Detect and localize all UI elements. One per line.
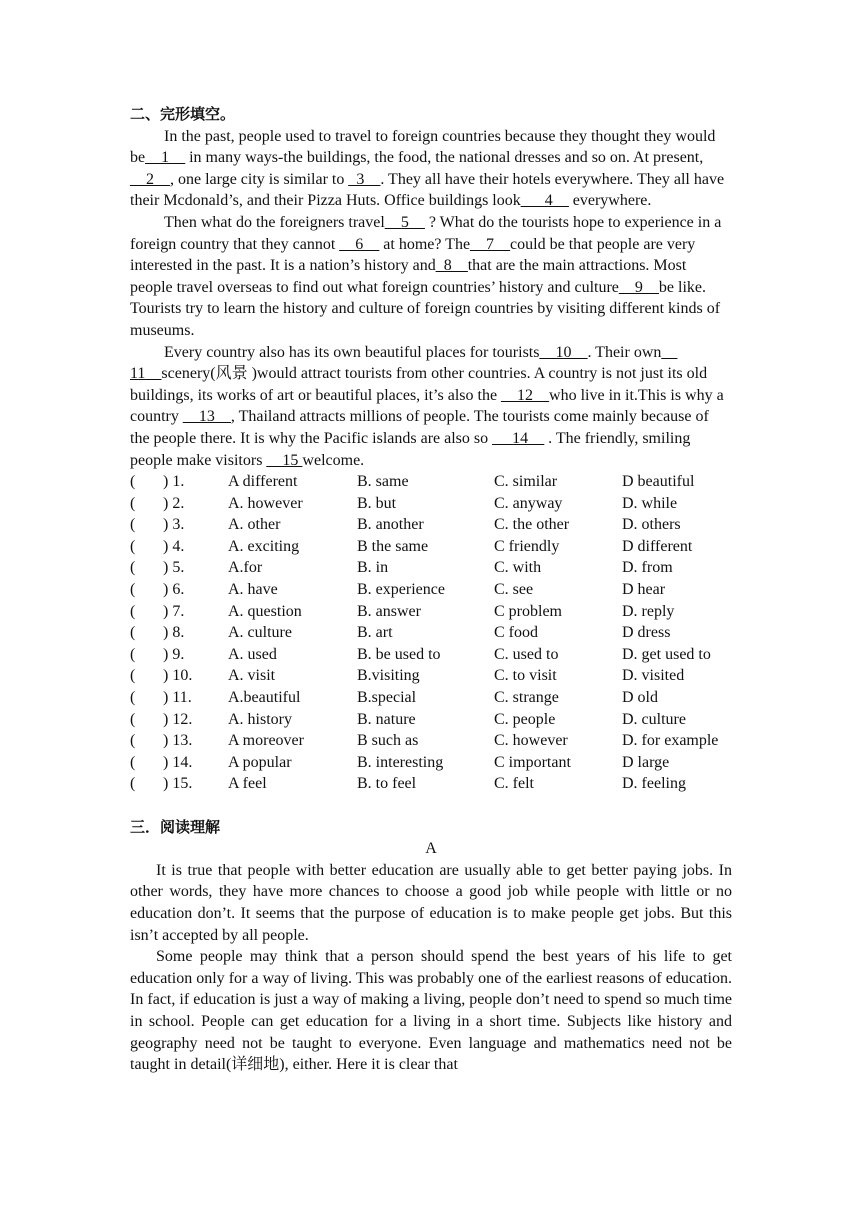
cloze-blank: __15: [266, 451, 303, 469]
question-number: ) 10.: [163, 667, 193, 685]
answer-paren: (: [130, 559, 136, 577]
cloze-text: In the past, people used to travel to foreign countries because they thought they would be: [130, 127, 716, 167]
option-b: B. another: [357, 516, 424, 534]
option-a: A.beautiful: [228, 689, 301, 707]
question-number: ) 2.: [163, 494, 185, 512]
option-c: C. anyway: [494, 494, 563, 512]
option-b: B. nature: [357, 710, 416, 728]
option-b: B. art: [357, 624, 393, 642]
question-number: ) 3.: [163, 516, 185, 534]
cloze-blank: __12__: [501, 386, 550, 404]
option-a: A feel: [228, 775, 267, 793]
option-d: D. get used to: [622, 645, 711, 663]
cloze-blank: __9__: [618, 278, 659, 296]
option-a: A moreover: [228, 732, 304, 750]
cloze-text: , one large city is similar to: [170, 170, 349, 188]
option-a: A. culture: [228, 624, 292, 642]
option-c: C food: [494, 624, 538, 642]
option-c: C. with: [494, 559, 542, 577]
option-d: D. others: [622, 516, 681, 534]
option-row: [130, 601, 732, 623]
cloze-blank: __6__: [339, 235, 380, 253]
option-a: A. exciting: [228, 537, 300, 555]
cloze-paragraph-2: [130, 212, 732, 342]
option-c: C. to visit: [494, 667, 557, 685]
option-c: C problem: [494, 602, 562, 620]
cloze-blank: _8__: [435, 257, 468, 275]
reading-paragraph-2: Some people may think that a person should spend the best years of his life to get education only for a way of living. This was probably one of the earliest reasons of education. In fact, if education is just a way of making a living, people don’t need to spend so much time in school. People can get education for a living in a short time. Subjects like history and geography need not be taught to everyone. Even language and mathematics need not be taught in detail(详细地), either. Here it is clear that: [130, 948, 732, 1074]
option-d: D. from: [622, 559, 673, 577]
answer-paren: (: [130, 602, 136, 620]
option-c: C important: [494, 753, 571, 771]
option-d: D beautiful: [622, 473, 695, 491]
answer-paren: (: [130, 537, 136, 555]
cloze-text: . They all have their hotels everywhere. They all have their Mcdonald’s, and their Pizza Huts. Office buildings look: [130, 170, 725, 210]
reading-heading: 三．阅读理解: [130, 817, 221, 836]
option-b: B.special: [357, 689, 417, 707]
cloze-text: everywhere.: [568, 192, 652, 210]
option-d: D. feeling: [622, 775, 686, 793]
option-row: [130, 514, 732, 536]
option-b: B. same: [357, 473, 409, 491]
cloze-blank: __5__: [384, 213, 425, 231]
option-row: [130, 536, 732, 558]
option-c: C. used to: [494, 645, 559, 663]
option-row: [130, 493, 732, 515]
cloze-text: could be that people are very interested in the past. It is a nation’s history and: [130, 235, 696, 275]
question-number: ) 6.: [163, 581, 185, 599]
answer-paren: (: [130, 689, 136, 707]
option-c: C. see: [494, 581, 534, 599]
cloze-text: at home? The: [379, 235, 471, 253]
options-list: [130, 471, 732, 795]
question-number: ) 15.: [163, 775, 193, 793]
question-number: ) 14.: [163, 753, 193, 771]
answer-paren: (: [130, 775, 136, 793]
option-d: D. while: [622, 494, 678, 512]
option-a: A. history: [228, 710, 292, 728]
option-a: A. however: [228, 494, 303, 512]
option-b: B. to feel: [357, 775, 417, 793]
question-number: ) 12.: [163, 710, 193, 728]
question-number: ) 11.: [163, 689, 192, 707]
option-b: B. but: [357, 494, 397, 512]
answer-paren: (: [130, 473, 136, 491]
option-d: D large: [622, 753, 670, 771]
cloze-blank: __ 14__: [492, 429, 545, 447]
option-d: D old: [622, 689, 658, 707]
option-row: [130, 622, 732, 644]
cloze-blank: __2__: [130, 170, 170, 188]
cloze-paragraph-1: [130, 126, 732, 212]
option-d: D hear: [622, 581, 666, 599]
option-d: D dress: [622, 624, 671, 642]
question-number: ) 9.: [163, 645, 185, 663]
answer-paren: (: [130, 516, 136, 534]
answer-paren: (: [130, 667, 136, 685]
cloze-text: be like. Tourists try to learn the history and culture of foreign countries by visiting different kinds of museums.: [130, 278, 721, 339]
section-gap: [130, 795, 732, 817]
option-b: B the same: [357, 537, 429, 555]
question-number: ) 5.: [163, 559, 185, 577]
option-c: C. similar: [494, 473, 558, 491]
cloze-text: . Their own: [587, 343, 662, 361]
answer-paren: (: [130, 753, 136, 771]
option-row: [130, 557, 732, 579]
cloze-blank: __7__: [470, 235, 511, 253]
cloze-text: Then what do the foreigners travel: [164, 213, 385, 231]
option-a: A different: [228, 473, 298, 491]
option-c: C. felt: [494, 775, 534, 793]
option-b: B. answer: [357, 602, 421, 620]
cloze-text: who live in it.This is why a country: [130, 386, 724, 426]
cloze-blank: __13__: [182, 408, 231, 426]
answer-paren: (: [130, 581, 136, 599]
option-d: D. reply: [622, 602, 675, 620]
option-a: A. have: [228, 581, 278, 599]
question-number: ) 7.: [163, 602, 185, 620]
option-row: [130, 687, 732, 709]
option-row: [130, 665, 732, 687]
cloze-text: ? What do the tourists hope to experience in a foreign country that they cannot: [130, 213, 722, 253]
cloze-blank: __1__: [145, 149, 186, 167]
answer-paren: (: [130, 494, 136, 512]
option-row: [130, 579, 732, 601]
option-c: C. people: [494, 710, 556, 728]
option-d: D. visited: [622, 667, 685, 685]
answer-paren: (: [130, 624, 136, 642]
worksheet-page: [130, 104, 732, 1076]
question-number: ) 1.: [163, 473, 185, 491]
cloze-text: in many ways-the buildings, the food, the national dresses and so on. At present,: [185, 149, 704, 167]
cloze-blank: ___4__: [520, 192, 569, 210]
answer-paren: (: [130, 710, 136, 728]
option-c: C. the other: [494, 516, 570, 534]
question-number: ) 13.: [163, 732, 193, 750]
cloze-text: scenery(风景 )would attract tourists from other countries. A country is not just its old buildings, its works of art or beautiful places, it’s also the: [130, 365, 708, 404]
option-row: [130, 644, 732, 666]
reading-paragraph-1: It is true that people with better education are usually able to get better paying jobs. In other words, they have more chances to choose a good job while people with little or no education don’t. It seems that the purpose of education is to make people get jobs. But this isn’t accepted by all people.: [130, 861, 732, 944]
option-a: A popular: [228, 753, 292, 771]
answer-paren: (: [130, 732, 136, 750]
option-c: C. however: [494, 732, 568, 750]
option-d: D different: [622, 537, 693, 555]
question-number: ) 4.: [163, 537, 185, 555]
option-b: B. experience: [357, 581, 445, 599]
option-a: A. used: [228, 645, 277, 663]
option-a: A. other: [228, 516, 281, 534]
option-row: [130, 471, 732, 493]
cloze-blank: __10__: [539, 343, 588, 361]
cloze-text: , Thailand attracts millions of people. The tourists come mainly because of the people there. It is why the Pacific islands are also so: [130, 408, 709, 447]
question-number: ) 8.: [163, 624, 185, 642]
option-c: C. strange: [494, 689, 559, 707]
answer-paren: (: [130, 645, 136, 663]
option-row: [130, 730, 732, 752]
option-b: B. in: [357, 559, 389, 577]
option-b: B. interesting: [357, 753, 444, 771]
passage-label: A: [425, 840, 437, 858]
option-row: [130, 709, 732, 731]
option-d: D. culture: [622, 710, 686, 728]
option-d: D. for example: [622, 732, 719, 750]
option-a: A. question: [228, 602, 302, 620]
cloze-heading: 二、完形填空。: [130, 105, 236, 123]
option-row: [130, 752, 732, 774]
cloze-text: Every country also has its own beautiful places for tourists: [164, 343, 540, 361]
option-b: B such as: [357, 732, 419, 750]
cloze-text: that are the main attractions. Most people travel overseas to find out what foreign countries’ history and culture: [130, 257, 687, 296]
cloze-text: . The friendly, smiling people make visitors: [130, 429, 691, 469]
option-a: A. visit: [228, 667, 276, 685]
cloze-blank: _3__: [348, 170, 381, 188]
option-a: A.for: [228, 559, 263, 577]
cloze-blank: __ 11__: [130, 343, 678, 383]
option-b: B. be used to: [357, 645, 441, 663]
cloze-paragraph-3: [130, 342, 732, 472]
option-c: C friendly: [494, 537, 560, 555]
option-b: B.visiting: [357, 667, 420, 685]
cloze-text: welcome.: [302, 451, 365, 469]
option-row: [130, 773, 732, 795]
